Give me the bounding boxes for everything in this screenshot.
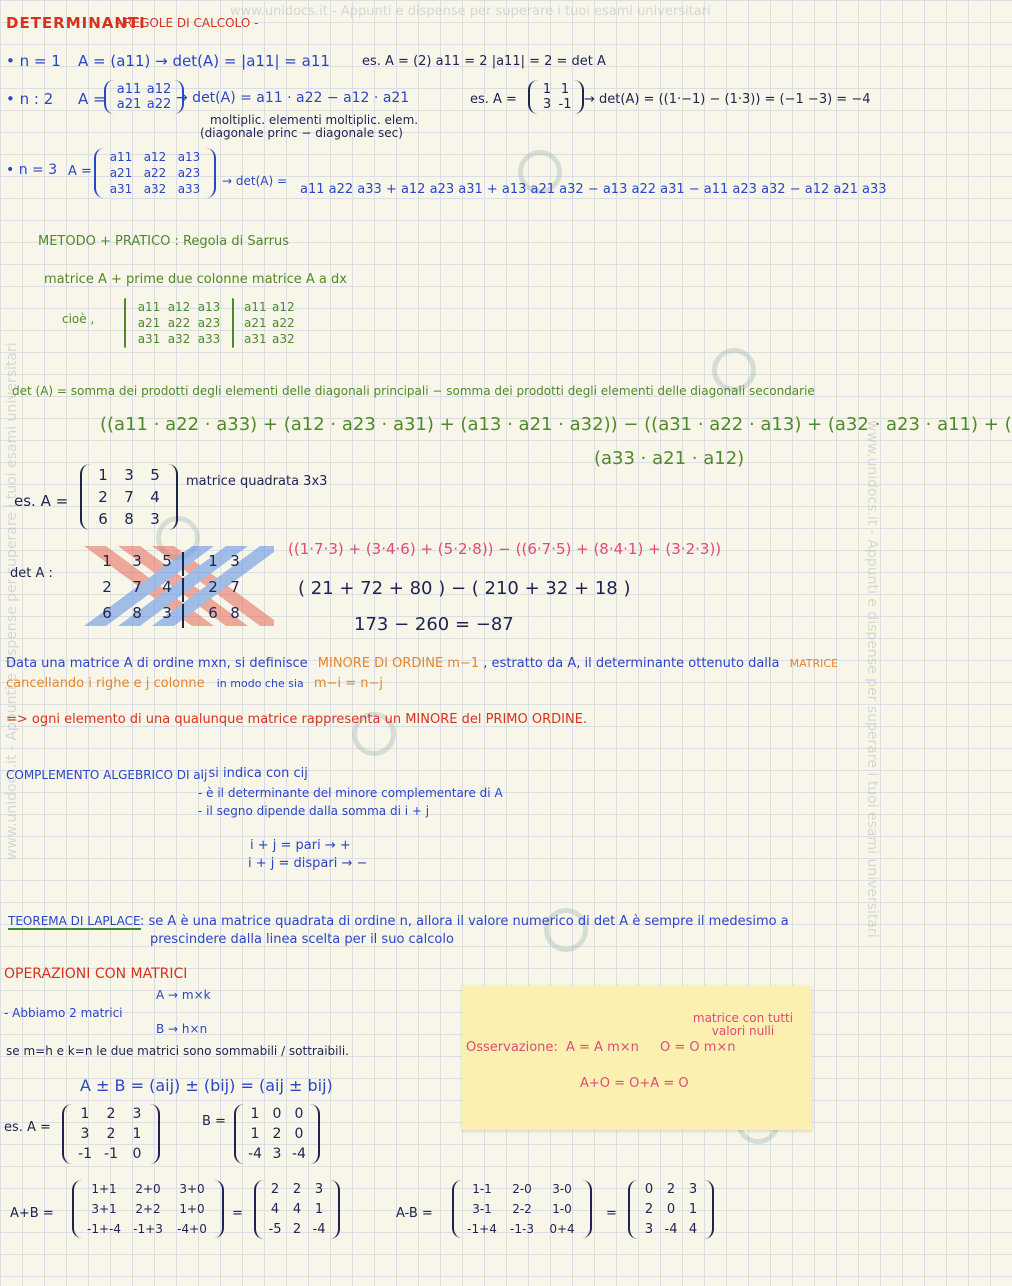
- matrix-cell: 2: [98, 488, 108, 506]
- matrix-cell: -4: [312, 1222, 326, 1237]
- page-title: DETERMINANTI: [6, 14, 146, 32]
- diff-equals: =: [606, 1206, 617, 1221]
- matrix-cell: 3: [688, 1182, 698, 1197]
- matrix-cell: 1: [132, 1126, 142, 1142]
- matrix-cell: 2: [270, 1182, 280, 1197]
- matrix-cell: a23: [197, 316, 221, 330]
- matrix-cell: 3+1: [91, 1202, 117, 1216]
- laplace-title: [8, 914, 141, 928]
- matrix-cell: 3: [272, 1146, 282, 1162]
- matrix-cell: 1-0: [552, 1202, 572, 1216]
- matrix-cell: 4: [270, 1202, 280, 1217]
- matrix-cell: -4+0: [177, 1222, 207, 1236]
- matrix-cell: 1: [688, 1202, 698, 1217]
- matrix-cell: -5: [268, 1222, 282, 1237]
- complemento-title: COMPLEMENTO ALGEBRICO DI aij: [6, 768, 208, 782]
- operazioni-b-label: B =: [202, 1114, 226, 1129]
- matrix-cell: -4: [664, 1222, 678, 1237]
- complemento-rule2: i + j = dispari → −: [248, 856, 368, 871]
- matrix-cell: 7: [230, 578, 240, 596]
- matrix-cell: a32: [272, 332, 295, 346]
- matrix-cell: 3: [314, 1182, 324, 1197]
- matrix-cell: -1-3: [510, 1222, 534, 1236]
- laplace-text1: : se A è una matrice quadrata di ordine n, allora il valore numerico di det A è sempre il medesimo a: [140, 914, 789, 929]
- matrix-cell: a33: [177, 182, 201, 196]
- matrix-cell: 2: [272, 1126, 282, 1142]
- matrix-cell: 6: [98, 510, 108, 528]
- rule-n3-label: • n = 3: [6, 162, 58, 178]
- matrix-cell: 2: [292, 1182, 302, 1197]
- matrix-cell: a21: [109, 166, 133, 180]
- operazioni-es-label: es. A =: [4, 1120, 51, 1135]
- matrix-cell: 0: [294, 1106, 304, 1122]
- rule-n2-a-label: A =: [78, 90, 106, 108]
- matrix-cell: a11: [137, 300, 161, 314]
- sarrus-title: METODO + PRATICO : Regola di Sarrus: [38, 234, 290, 249]
- matrix-cell: 2: [106, 1106, 116, 1122]
- watermark-left: www.unidocs.it - Appunti e dispense per superare i tuoi esami universitari: [4, 342, 20, 860]
- example3-calc3: 173 − 260 = −87: [354, 614, 514, 635]
- rule-n2-label: • n : 2: [6, 90, 54, 108]
- operazioni-intro: - Abbiamo 2 matrici: [4, 1006, 123, 1020]
- matrix-cell: 2: [292, 1222, 302, 1237]
- sarrus-definition: det (A) = somma dei prodotti degli elementi delle diagonali principali − somma dei prodotti degli elementi delle diagonali secondarie: [12, 384, 815, 398]
- matrix-cell: 1: [208, 552, 218, 570]
- matrix-cell: 8: [230, 604, 240, 622]
- matrix-cell: 3: [80, 1126, 90, 1142]
- rule-n2-matrix: [104, 80, 184, 114]
- matrix-cell: 2: [208, 578, 218, 596]
- rule-n3-matrix: [94, 148, 216, 198]
- matrix-cell: 3: [162, 604, 172, 622]
- matrix-cell: a12: [143, 150, 167, 164]
- operazioni-formula: A ± B = (aij) ± (bij) = (aij ± bij): [80, 1076, 333, 1095]
- matrix-cell: 3: [230, 552, 240, 570]
- minore-line2: [6, 676, 383, 691]
- matrix-cell: a31: [244, 332, 267, 346]
- sum-equals: =: [232, 1206, 243, 1221]
- matrix-cell: 8: [124, 510, 134, 528]
- laplace-text2: prescindere dalla linea scelta per il suo calcolo: [150, 932, 454, 947]
- matrix-cell: 1: [542, 82, 552, 97]
- watermark-top: www.unidocs.it - Appunti e dispense per superare i tuoi esami universitari: [230, 4, 711, 19]
- matrix-cell: a32: [167, 332, 191, 346]
- observation-note: [462, 986, 812, 1130]
- matrix-cell: 0+4: [549, 1222, 575, 1236]
- minore-line1-c: , estratto da A, il determinante ottenuto dalla: [483, 656, 780, 671]
- matrix-cell: -1+-4: [87, 1222, 121, 1236]
- sarrus-line1: matrice A + prime due colonne matrice A a dx: [44, 272, 347, 287]
- matrix-cell: 1: [98, 466, 108, 484]
- matrix-cell: a12: [146, 82, 172, 97]
- matrix-cell: a22: [146, 97, 172, 112]
- matrix-cell: 1+1: [91, 1182, 117, 1196]
- minore-line2-a: cancellando i righe e j colonne: [6, 676, 205, 691]
- matrix-cell: a12: [167, 300, 191, 314]
- matrix-cell: 1: [80, 1106, 90, 1122]
- matrix-cell: 0: [294, 1126, 304, 1142]
- matrix-cell: 0: [272, 1106, 282, 1122]
- complemento-p3: - il segno dipende dalla somma di i + j: [198, 804, 430, 818]
- minore-line1-a: Data una matrice A di ordine mxn, si definisce: [6, 656, 308, 671]
- matrix-cell: -1: [558, 97, 572, 112]
- laplace-title-text: TEOREMA DI LAPLACE: [8, 914, 141, 928]
- matrix-cell: 5: [162, 552, 172, 570]
- watermark-right: www.unidocs.it - Appunti e dispense per superare i tuoi esami universitari: [864, 420, 880, 938]
- matrix-cell: 5: [150, 466, 160, 484]
- rule-n3-expansion: a11 a22 a33 + a12 a23 a31 + a13 a21 a32 − a13 a22 a31 − a11 a23 a32 − a12 a21 a33: [300, 182, 887, 197]
- complemento-p2: - è il determinante del minore complementare di A: [198, 786, 503, 800]
- page-subtitle: - REGOLE DI CALCOLO -: [116, 16, 259, 30]
- matrix-cell: 1: [102, 552, 112, 570]
- sum-result-matrix: [254, 1180, 340, 1239]
- example3-extended-matrix: [92, 552, 246, 628]
- matrix-cell: 4: [688, 1222, 698, 1237]
- rule-n2-note2: (diagonale princ − diagonale sec): [200, 126, 403, 140]
- matrix-cell: a32: [143, 182, 167, 196]
- note-formula1: A = A m×n: [566, 1040, 639, 1055]
- matrix-cell: 2+0: [135, 1182, 161, 1196]
- matrix-cell: 7: [124, 488, 134, 506]
- diff-result-matrix: [628, 1180, 714, 1239]
- matrix-cell: 4: [162, 578, 172, 596]
- matrix-cell: 2: [106, 1126, 116, 1142]
- minore-matrice: MATRICE: [789, 657, 839, 670]
- matrix-cell: a23: [177, 166, 201, 180]
- matrix-cell: a21: [244, 316, 267, 330]
- operazioni-matrix-b: [234, 1104, 320, 1164]
- matrix-cell: a13: [177, 150, 201, 164]
- matrix-cell: a33: [197, 332, 221, 346]
- minore-line2-c: m−i = n−j: [313, 676, 383, 691]
- matrix-cell: a22: [167, 316, 191, 330]
- note-side: matrice con tutti valori nulli: [692, 1011, 794, 1038]
- matrix-cell: a31: [137, 332, 161, 346]
- matrix-cell: 2: [666, 1182, 676, 1197]
- operazioni-a-dim: A → m×k: [156, 988, 211, 1002]
- matrix-cell: 1: [250, 1126, 260, 1142]
- matrix-cell: 3: [132, 1106, 142, 1122]
- rule-n3-a-label: A =: [68, 164, 92, 179]
- sarrus-matrix: [124, 298, 234, 348]
- rule-n1-example: es. A = (2) a11 = 2 |a11| = 2 = det A: [362, 54, 606, 69]
- example3-matrix: [80, 464, 178, 530]
- matrix-cell: 1: [250, 1106, 260, 1122]
- sarrus-extra-columns: [244, 300, 300, 346]
- operazioni-title: OPERAZIONI CON MATRICI: [4, 966, 188, 982]
- rule-n1-formula: A = (a11) → det(A) = |a11| = a11: [78, 52, 330, 70]
- complemento-p1: : si indica con cij: [200, 766, 308, 781]
- matrix-cell: a11: [244, 300, 267, 314]
- operazioni-b-dim: B → h×n: [156, 1022, 208, 1036]
- minore-term: MINORE DI ORDINE m−1: [317, 656, 480, 671]
- matrix-cell: a31: [109, 182, 133, 196]
- rule-n2-note1: moltiplic. elementi moltiplic. elem.: [210, 113, 419, 127]
- matrix-cell: a11: [116, 82, 142, 97]
- example3-caption: matrice quadrata 3x3: [186, 474, 328, 489]
- matrix-cell: -4: [292, 1146, 306, 1162]
- matrix-cell: a12: [272, 300, 295, 314]
- matrix-cell: 0: [644, 1182, 654, 1197]
- matrix-cell: 3: [542, 97, 552, 112]
- diff-label: A-B =: [396, 1206, 433, 1221]
- example3-calc1: ((1·7·3) + (3·4·6) + (5·2·8)) − ((6·7·5) + (8·4·1) + (3·2·3)): [288, 540, 722, 558]
- matrix-cell: 3: [644, 1222, 654, 1237]
- matrix-cell: 2-2: [512, 1202, 532, 1216]
- matrix-cell: 2: [102, 578, 112, 596]
- matrix-cell: 1: [560, 82, 570, 97]
- matrix-cell: 2-0: [512, 1182, 532, 1196]
- operazioni-condition: se m=h e k=n le due matrici sono sommabili / sottraibili.: [6, 1044, 349, 1058]
- matrix-cell: 3: [150, 510, 160, 528]
- matrix-cell: a11: [109, 150, 133, 164]
- operazioni-matrix-a: [62, 1104, 160, 1164]
- example3-det-label: det A :: [10, 566, 53, 581]
- rule-n2-example-result: → det(A) = ((1·−1) − (1·3)) = (−1 −3) = −4: [584, 92, 871, 107]
- matrix-cell: a21: [137, 316, 161, 330]
- minore-line2-b: in modo che sia: [216, 677, 304, 690]
- matrix-cell: 2+2: [135, 1202, 161, 1216]
- sarrus-formula-line2: (a33 · a21 · a12): [594, 448, 745, 469]
- rule-n2-example-label: es. A =: [470, 92, 517, 107]
- matrix-cell: 4: [150, 488, 160, 506]
- rule-n2-example-matrix: [528, 80, 584, 114]
- matrix-cell: -1: [78, 1146, 92, 1162]
- matrix-cell: 8: [132, 604, 142, 622]
- sum-label: A+B =: [10, 1206, 54, 1221]
- matrix-cell: 6: [102, 604, 112, 622]
- matrix-cell: 6: [208, 604, 218, 622]
- note-formula2: O = O m×n: [660, 1040, 736, 1055]
- sarrus-formula-line1: ((a11 · a22 · a33) + (a12 · a23 · a31) + (a13 · a21 · a32)) − ((a31 · a22 · a13) + (a32 · a23 · a11) + (: [100, 414, 1012, 435]
- matrix-cell: 3: [132, 552, 142, 570]
- note-label: Osservazione:: [466, 1040, 558, 1055]
- matrix-cell: 0: [132, 1146, 142, 1162]
- sum-expanded-matrix: [72, 1180, 224, 1238]
- matrix-cell: 1+0: [179, 1202, 205, 1216]
- matrix-cell: -1+4: [467, 1222, 497, 1236]
- note-identity: A+O = O+A = O: [580, 1076, 689, 1091]
- rule-n2-formula: → det(A) = a11 · a22 − a12 · a21: [176, 90, 410, 106]
- minore-line3: => ogni elemento di una qualunque matrice rappresenta un MINORE del PRIMO ORDINE.: [6, 712, 588, 727]
- matrix-cell: 3-0: [552, 1182, 572, 1196]
- matrix-cell: 3+0: [179, 1182, 205, 1196]
- matrix-cell: 1: [314, 1202, 324, 1217]
- matrix-cell: 4: [292, 1202, 302, 1217]
- matrix-cell: 2: [644, 1202, 654, 1217]
- complemento-rule1: i + j = pari → +: [250, 838, 351, 853]
- rule-n3-formula: → det(A) =: [222, 174, 288, 188]
- minore-line1: [6, 656, 838, 671]
- rule-n1-label: • n = 1: [6, 52, 61, 70]
- matrix-cell: 1-1: [472, 1182, 492, 1196]
- matrix-cell: 3-1: [472, 1202, 492, 1216]
- matrix-cell: a13: [197, 300, 221, 314]
- matrix-cell: -1+3: [133, 1222, 163, 1236]
- example3-label: es. A =: [14, 492, 69, 510]
- sarrus-cioe: cioè ,: [62, 312, 95, 326]
- matrix-cell: -4: [248, 1146, 262, 1162]
- diff-expanded-matrix: [452, 1180, 592, 1238]
- matrix-cell: 3: [124, 466, 134, 484]
- matrix-cell: 7: [132, 578, 142, 596]
- matrix-cell: a22: [143, 166, 167, 180]
- matrix-cell: a22: [272, 316, 295, 330]
- example3-calc2: ( 21 + 72 + 80 ) − ( 210 + 32 + 18 ): [298, 578, 631, 599]
- matrix-cell: 0: [666, 1202, 676, 1217]
- matrix-cell: -1: [104, 1146, 118, 1162]
- matrix-cell: a21: [116, 97, 142, 112]
